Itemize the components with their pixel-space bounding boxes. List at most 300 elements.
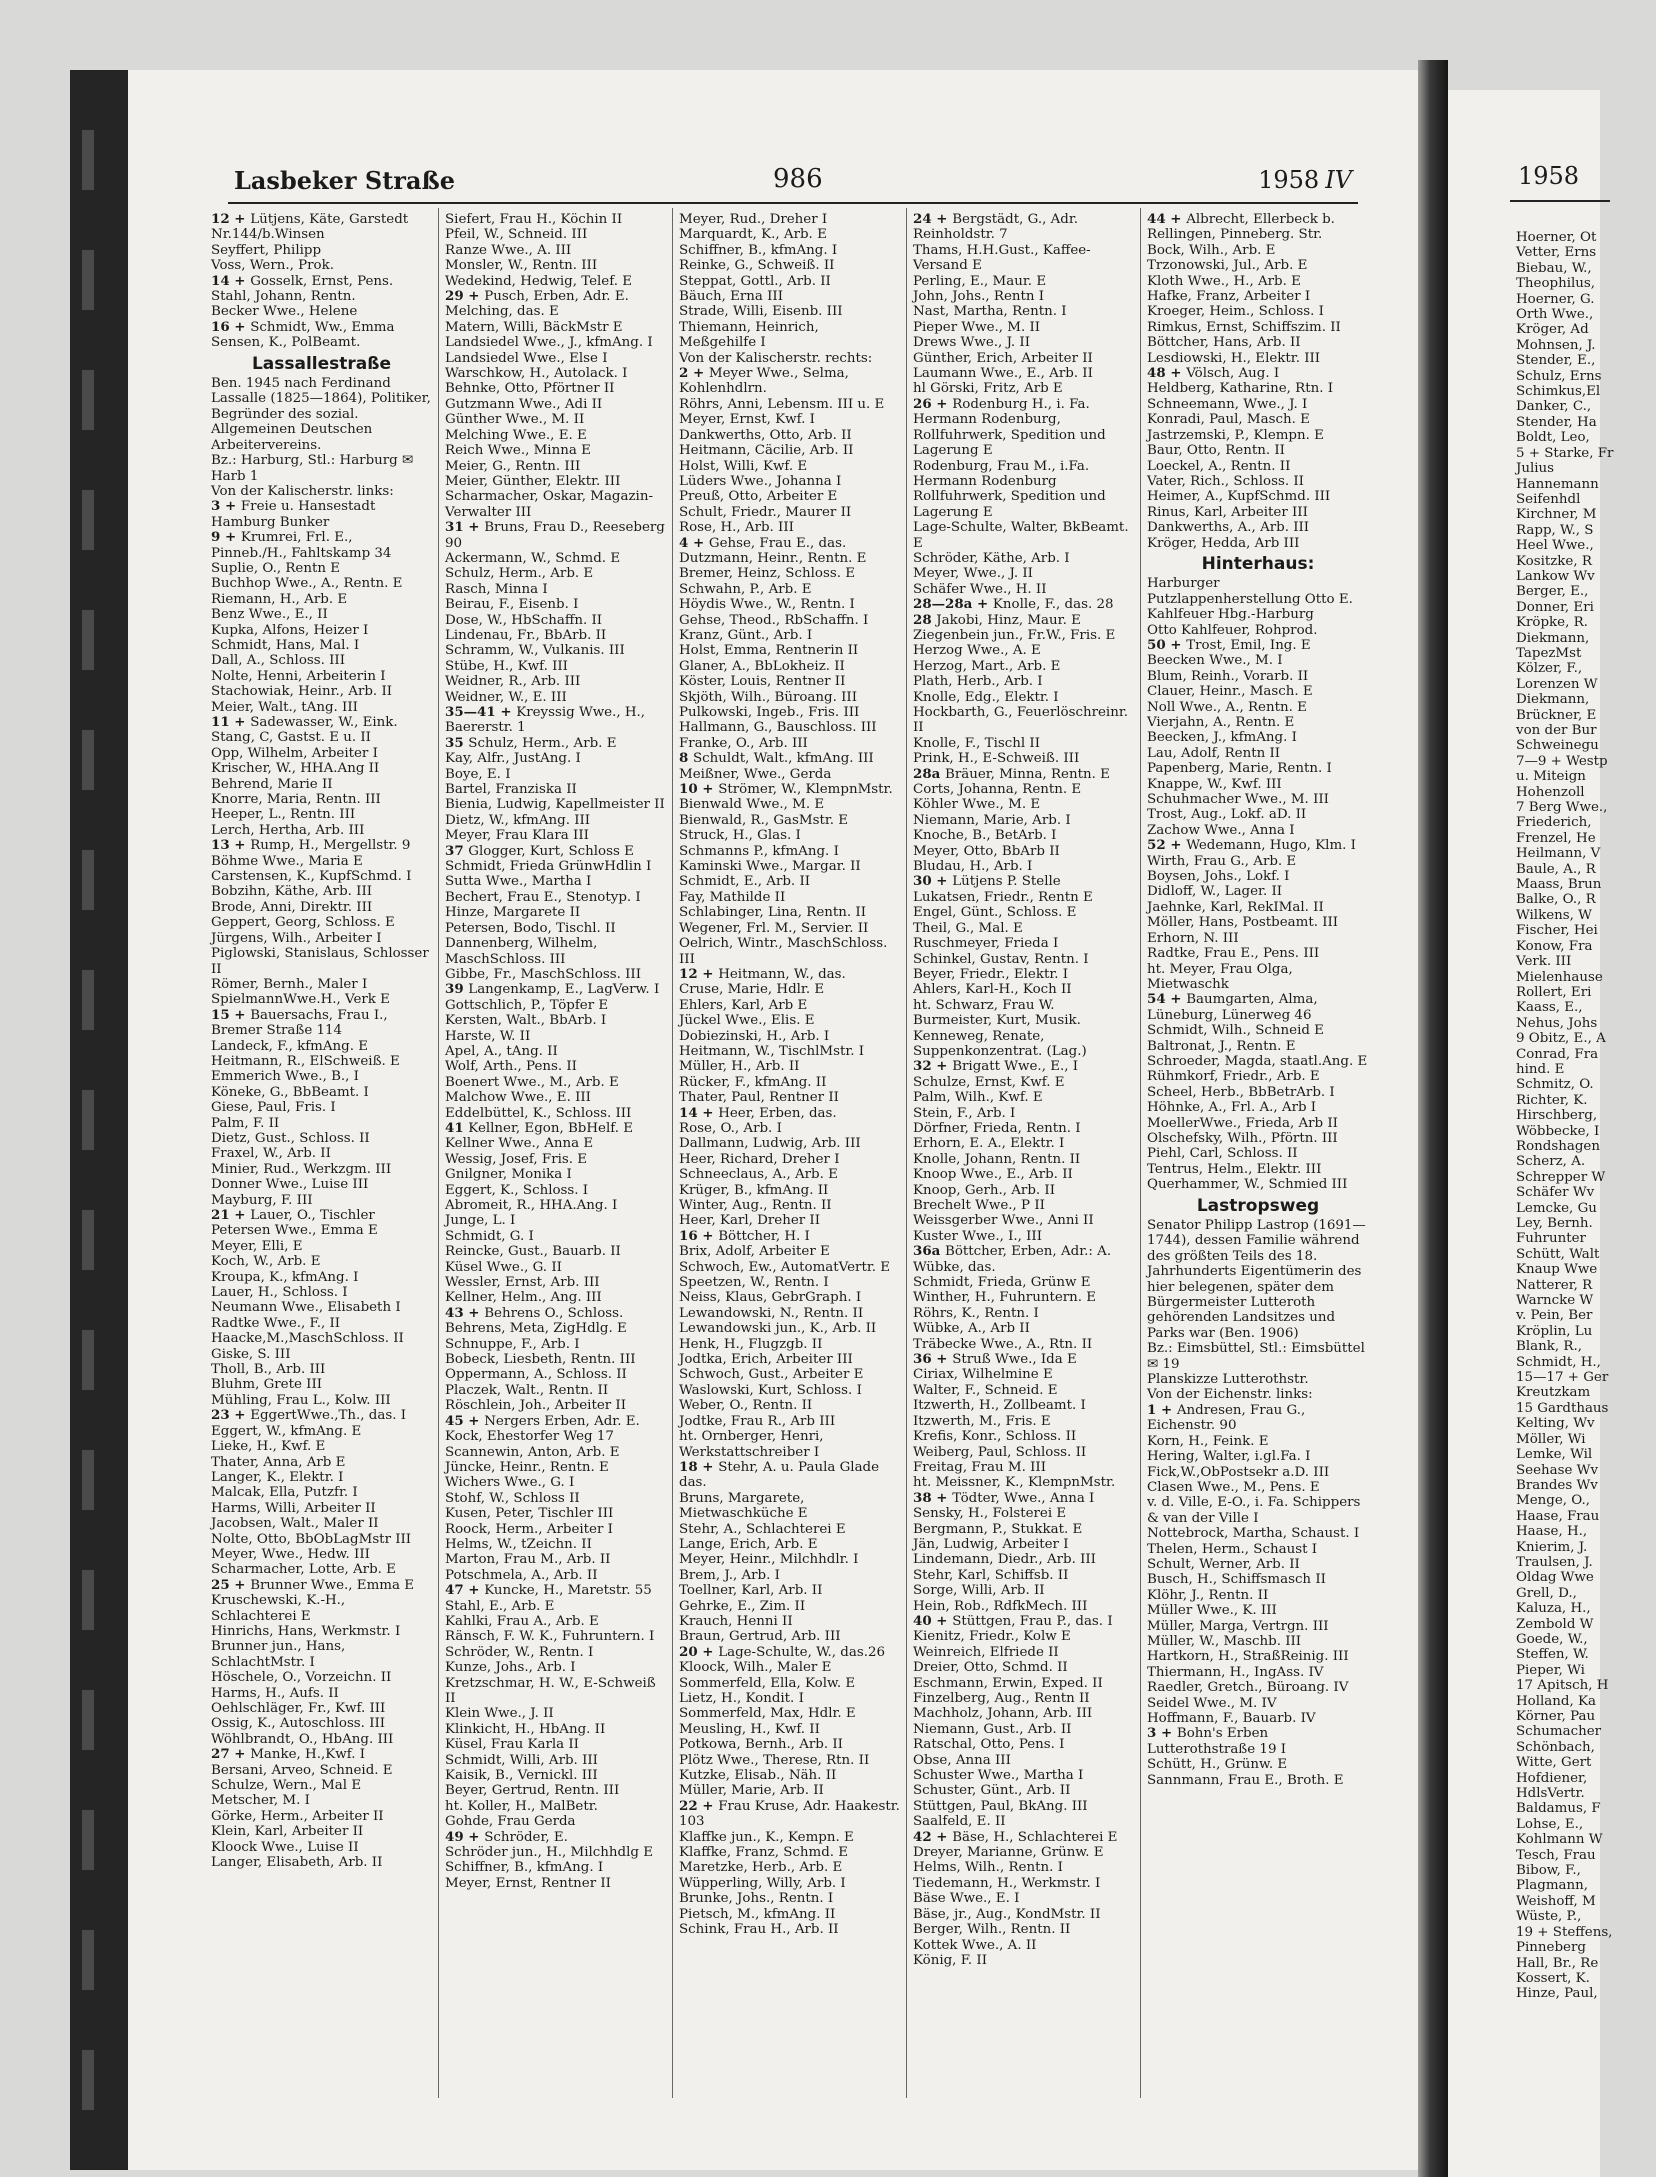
directory-entry bbox=[1147, 1619, 1369, 1634]
directory-entry bbox=[1147, 576, 1369, 622]
next-page-line: Hirschberg, bbox=[1516, 1108, 1598, 1124]
directory-entry bbox=[211, 653, 432, 668]
entry-text: Pusch, Erben, Adr. E. Melching, das. E bbox=[445, 289, 629, 320]
directory-entry bbox=[1147, 915, 1369, 930]
entry-text: Baltronat, J., Rentn. E bbox=[1147, 1038, 1296, 1054]
directory-entry bbox=[913, 1321, 1134, 1336]
directory-entry bbox=[913, 1491, 1134, 1506]
directory-entry bbox=[913, 628, 1134, 643]
next-page-line: Goede, W., bbox=[1516, 1631, 1588, 1647]
entry-text: Schiffner, B., kfmAng. I bbox=[445, 1860, 604, 1876]
entry-text: Bobzihn, Käthe, Arb. III bbox=[211, 884, 373, 900]
next-page-line: 7 Berg Wwe., bbox=[1516, 800, 1608, 816]
entry-text: Schlabinger, Lina, Rentn. II bbox=[679, 905, 867, 921]
directory-entry bbox=[211, 1424, 432, 1439]
house-number: 38 + bbox=[913, 1489, 953, 1506]
entry-text: Knolle, Edg., Elektr. I bbox=[913, 689, 1059, 705]
directory-entry bbox=[445, 767, 666, 782]
directory-entry bbox=[1147, 1177, 1369, 1192]
directory-entry bbox=[445, 274, 666, 289]
entry-text: Machholz, Johann, Arb. III bbox=[913, 1706, 1093, 1722]
entry-text: Preuß, Otto, Arbeiter E bbox=[679, 489, 838, 505]
directory-entry bbox=[1147, 1465, 1369, 1480]
directory-entry bbox=[211, 1547, 432, 1562]
directory-entry bbox=[679, 1383, 900, 1398]
entry-text: Meyer, Otto, BbArb II bbox=[913, 843, 1060, 859]
entry-text: Langenkamp, E., LagVerw. I bbox=[468, 982, 660, 998]
directory-entry bbox=[913, 1198, 1134, 1213]
directory-entry bbox=[445, 1753, 666, 1768]
directory-entry bbox=[445, 782, 666, 797]
entry-text: Heer, Erben, das. bbox=[718, 1105, 837, 1121]
entry-text: Erhorn, N. III bbox=[1147, 930, 1239, 946]
entry-text: Struß Wwe., Ida E bbox=[952, 1352, 1077, 1368]
entry-text: Lage-Schulte, Walter, BkBeamt. E bbox=[913, 520, 1129, 551]
directory-entry bbox=[445, 412, 666, 427]
entry-text: Sorge, Willi, Arb. II bbox=[913, 1583, 1045, 1599]
entry-text: Brode, Anni, Direktr. III bbox=[211, 899, 373, 915]
directory-entry bbox=[1147, 304, 1369, 319]
entry-text: Bock, Wilh., Arb. E bbox=[1147, 242, 1276, 258]
directory-entry bbox=[679, 1167, 900, 1182]
directory-entry bbox=[679, 289, 900, 304]
next-page-line: Lorenzen W bbox=[1516, 676, 1598, 692]
directory-entry bbox=[211, 1300, 432, 1315]
directory-entry bbox=[1147, 489, 1369, 504]
directory-entry bbox=[913, 304, 1134, 319]
entry-text: Riemann, H., Arb. E bbox=[211, 591, 348, 607]
directory-entry bbox=[445, 351, 666, 366]
entry-text: Köhler Wwe., M. E bbox=[913, 797, 1041, 813]
entry-text: Müller, Marie, Arb. II bbox=[679, 1783, 824, 1799]
directory-entry bbox=[913, 1475, 1134, 1490]
entry-text: Heldberg, Katharine, Rtn. I bbox=[1147, 381, 1334, 397]
next-page-line: Schmidt, H., bbox=[1516, 1354, 1601, 1370]
directory-entry bbox=[913, 1059, 1134, 1074]
directory-entry bbox=[679, 982, 900, 997]
entry-text: ht. Schwarz, Frau W. bbox=[913, 997, 1055, 1013]
directory-entry bbox=[679, 1136, 900, 1151]
entry-text: Schuster, Günt., Arb. II bbox=[913, 1783, 1071, 1799]
next-page-line: Baldamus, F bbox=[1516, 1801, 1601, 1817]
directory-entry bbox=[445, 551, 666, 566]
next-page-line: Kossert, K. bbox=[1516, 1970, 1590, 1986]
entry-text: Kahlki, Frau A., Arb. E bbox=[445, 1613, 599, 1629]
directory-entry bbox=[913, 751, 1134, 766]
entry-text: Lüders Wwe., Johanna I bbox=[679, 473, 842, 489]
house-number: 16 + bbox=[679, 1227, 719, 1244]
next-page-line: Mohnsen, J. bbox=[1516, 337, 1596, 353]
directory-entry bbox=[1147, 638, 1369, 653]
next-page-line: Richter, K. bbox=[1516, 1092, 1588, 1108]
entry-text: Harms, Willi, Arbeiter II bbox=[211, 1500, 376, 1516]
entry-text: Holst, Emma, Rentnerin II bbox=[679, 643, 859, 659]
directory-entry bbox=[913, 967, 1134, 982]
directory-entry bbox=[1147, 900, 1369, 915]
directory-entry bbox=[1147, 992, 1369, 1023]
entry-text: Rodenburg H., i. Fa. Hermann Rodenburg, Rollfuhrwerk, Spedition und Lagerung E bbox=[913, 396, 1106, 459]
directory-entry bbox=[913, 844, 1134, 859]
entry-text: Schmidt, Frieda, Grünw E bbox=[913, 1275, 1091, 1291]
entry-text: Reinke, G., Schweiß. II bbox=[679, 258, 835, 274]
entry-text: Gehrke, E., Zim. II bbox=[679, 1598, 806, 1614]
entry-text: Oelrich, Wintr., MaschSchloss. III bbox=[679, 936, 888, 967]
entry-text: Schwoch, Ew., AutomatVertr. E bbox=[679, 1259, 891, 1275]
entry-text: Scannewin, Anton, Arb. E bbox=[445, 1444, 620, 1460]
directory-entry bbox=[679, 428, 900, 443]
entry-text: Bäse Wwe., E. I bbox=[913, 1891, 1020, 1907]
directory-entry bbox=[913, 1306, 1134, 1321]
directory-entry bbox=[445, 1136, 666, 1151]
next-page-line: Kröpke, R. bbox=[1516, 615, 1588, 631]
directory-entry bbox=[913, 921, 1134, 936]
page-header bbox=[228, 162, 1358, 204]
entry-text: Köneke, G., BbBeamt. I bbox=[211, 1084, 369, 1100]
next-page-line: 9 Obitz, E., A bbox=[1516, 1031, 1606, 1047]
directory-entry bbox=[679, 1491, 900, 1522]
entry-text: Fraxel, W., Arb. II bbox=[211, 1146, 331, 1162]
directory-entry bbox=[913, 1660, 1134, 1675]
entry-text: Kroeger, Heim., Schloss. I bbox=[1147, 304, 1324, 320]
next-page-line: Verk. III bbox=[1516, 954, 1572, 970]
directory-entry bbox=[211, 1408, 432, 1423]
street-heading: Lastropsweg bbox=[1196, 1195, 1320, 1216]
directory-entry bbox=[1147, 366, 1369, 381]
directory-entry bbox=[913, 1383, 1134, 1398]
entry-text: Bräuer, Minna, Rentn. E bbox=[944, 766, 1110, 782]
entry-text: Lindemann, Diedr., Arb. III bbox=[913, 1552, 1096, 1568]
directory-entry bbox=[679, 921, 900, 936]
next-page-line: Hall, Br., Re bbox=[1516, 1955, 1599, 1971]
directory-entry bbox=[679, 797, 900, 812]
directory-entry bbox=[679, 1321, 900, 1336]
directory-entry bbox=[913, 1691, 1134, 1706]
next-page-line: Baule, A., R bbox=[1516, 861, 1596, 877]
entry-text: Brunner Wwe., Emma E bbox=[250, 1577, 414, 1593]
entry-text: Wessig, Josef, Fris. E bbox=[445, 1151, 588, 1167]
directory-entry bbox=[211, 1624, 432, 1639]
entry-text: Engel, Günt., Schloss. E bbox=[913, 905, 1077, 921]
entry-text: Didloff, W., Lager. II bbox=[1147, 884, 1283, 900]
directory-entry bbox=[1147, 1162, 1369, 1177]
entry-text: Dose, W., HbSchaffn. II bbox=[445, 612, 603, 628]
directory-entry bbox=[445, 705, 666, 736]
house-number: 21 + bbox=[211, 1207, 251, 1223]
directory-entry bbox=[913, 1737, 1134, 1752]
directory-entry bbox=[679, 674, 900, 689]
directory-entry bbox=[1147, 1526, 1369, 1541]
entry-text: Jodtka, Erich, Arbeiter III bbox=[679, 1352, 853, 1368]
entry-text: Herzog, Mart., Arb. E bbox=[913, 658, 1061, 674]
directory-entry bbox=[913, 243, 1134, 274]
entry-text: Roock, Herm., Arbeiter I bbox=[445, 1521, 613, 1537]
entry-text: Nolte, Otto, BbObLagMstr III bbox=[211, 1531, 412, 1547]
entry-text: Bienia, Ludwig, Kapellmeister II bbox=[445, 797, 665, 813]
entry-text: Gehse, Frau E., das. bbox=[708, 535, 847, 551]
entry-text: Neumann Wwe., Elisabeth I bbox=[211, 1300, 401, 1316]
entry-text: Schuldt, Walt., kfmAng. III bbox=[692, 751, 874, 767]
directory-entry bbox=[445, 1167, 666, 1182]
entry-text: Möller, Hans, Postbeamt. III bbox=[1147, 915, 1339, 931]
entry-text: Ehlers, Karl, Arb E bbox=[679, 997, 808, 1013]
directory-entry bbox=[1147, 1557, 1369, 1572]
directory-entry bbox=[445, 243, 666, 258]
directory-entry bbox=[679, 1106, 900, 1121]
directory-entry bbox=[445, 335, 666, 350]
entry-text: Strade, Willi, Eisenb. III bbox=[679, 304, 843, 320]
entry-text: Pieper Wwe., M. II bbox=[913, 319, 1041, 335]
directory-entry bbox=[445, 1491, 666, 1506]
directory-entry bbox=[913, 1460, 1134, 1475]
next-page-line: Holland, Ka bbox=[1516, 1693, 1596, 1709]
entry-text: Bäuch, Erna III bbox=[679, 289, 783, 305]
directory-entry bbox=[913, 320, 1134, 335]
directory-entry bbox=[913, 1583, 1134, 1598]
house-number: 52 + bbox=[1147, 837, 1187, 854]
directory-entry bbox=[1147, 258, 1369, 273]
next-page-line: hind. E bbox=[1516, 1061, 1565, 1077]
directory-entry bbox=[679, 459, 900, 474]
directory-entry bbox=[913, 1029, 1134, 1060]
directory-entry bbox=[445, 489, 666, 520]
entry-text: Bartel, Franziska II bbox=[445, 782, 577, 798]
entry-text: Schuster Wwe., Martha I bbox=[913, 1768, 1084, 1784]
house-number: 16 + bbox=[211, 318, 251, 335]
next-page-line: Pinneberg bbox=[1516, 1940, 1586, 1956]
directory-entry bbox=[445, 828, 666, 843]
entry-text: Warschkow, H., Autolack. I bbox=[445, 366, 628, 382]
directory-entry bbox=[1147, 1711, 1369, 1726]
directory-entry bbox=[211, 1146, 432, 1161]
entry-text: Palm, Wilh., Kwf. E bbox=[913, 1090, 1043, 1106]
entry-text: Malchow Wwe., E. III bbox=[445, 1090, 591, 1106]
next-page-line: Steffen, W. bbox=[1516, 1647, 1589, 1663]
directory-entry bbox=[679, 1337, 900, 1352]
directory-entry bbox=[913, 936, 1134, 951]
house-number: 20 + bbox=[679, 1643, 719, 1660]
directory-entry bbox=[445, 1445, 666, 1460]
entry-text: Heitmann, Cäcilie, Arb. II bbox=[679, 443, 854, 459]
entry-text: Stahl, Johann, Rentn. bbox=[211, 289, 356, 305]
directory-entry bbox=[445, 1537, 666, 1552]
entry-text: Scharmacher, Lotte, Arb. E bbox=[211, 1562, 396, 1578]
entry-text: Gosselk, Ernst, Pens. bbox=[250, 273, 394, 289]
entry-text: Kutzke, Elisab., Näh. II bbox=[679, 1768, 837, 1784]
directory-entry bbox=[211, 684, 432, 699]
directory-entry bbox=[211, 1562, 432, 1577]
entry-text: Potkowa, Bernh., Arb. II bbox=[679, 1737, 843, 1753]
directory-entry bbox=[445, 1460, 666, 1475]
directory-entry bbox=[1147, 931, 1369, 946]
entry-text: Klaffke jun., K., Kempn. E bbox=[679, 1829, 854, 1845]
entry-text: Hein, Rob., RdfkMech. III bbox=[913, 1598, 1088, 1614]
entry-text: Ahlers, Karl-H., Koch II bbox=[913, 982, 1072, 998]
directory-entry bbox=[445, 1090, 666, 1105]
entry-text: SpielmannWwe.H., Verk E bbox=[211, 992, 390, 1008]
next-page-line: Kelting, Wv bbox=[1516, 1416, 1595, 1432]
entry-text: Kusen, Peter, Tischler III bbox=[445, 1506, 614, 1522]
next-page-line: Wöbbecke, I bbox=[1516, 1123, 1600, 1139]
entry-text: Meyer, Frau Klara III bbox=[445, 828, 589, 844]
house-number: 11 + bbox=[211, 714, 251, 730]
entry-text: Jodtke, Frau R., Arb III bbox=[679, 1413, 836, 1429]
next-page-line: Lemcke, Gu bbox=[1516, 1200, 1597, 1216]
house-number: 8 bbox=[679, 750, 693, 767]
house-number: 32 + bbox=[913, 1058, 953, 1075]
entry-text: Schulze, Wern., Mal E bbox=[211, 1778, 362, 1794]
entry-text: ht. Koller, H., MalBetr. bbox=[445, 1798, 598, 1814]
entry-text: Weissgerber Wwe., Anni II bbox=[913, 1213, 1094, 1229]
directory-entry bbox=[913, 1090, 1134, 1105]
page-edge bbox=[70, 70, 128, 2170]
directory-entry bbox=[913, 1121, 1134, 1136]
next-page-line: Schimkus,El bbox=[1516, 384, 1601, 400]
entry-text: Schneeclaus, A., Arb. E bbox=[679, 1167, 838, 1183]
entry-text: Brigatt Wwe., E., I bbox=[952, 1059, 1079, 1075]
directory-entry bbox=[679, 1691, 900, 1706]
directory-entry bbox=[445, 1213, 666, 1228]
entry-text: Rodenburg, Frau M., i.Fa. Hermann Rodenburg Rollfuhrwerk, Spedition und Lagerung E bbox=[913, 458, 1106, 520]
next-page-line: Schweinegu bbox=[1516, 738, 1599, 754]
entry-text: Meier, Günther, Elektr. III bbox=[445, 473, 621, 489]
directory-entry bbox=[679, 551, 900, 566]
entry-text: Harburger Putzlappenherstellung Otto E. Kahlfeuer Hbg.-Harburg bbox=[1147, 576, 1353, 623]
entry-text: Brechelt Wwe., P II bbox=[913, 1198, 1045, 1213]
entry-text: Klein Wwe., J. II bbox=[445, 1706, 554, 1722]
entry-text: Apel, A., tAng. II bbox=[445, 1043, 558, 1059]
entry-text: Neiss, Klaus, GebrGraph. I bbox=[679, 1290, 862, 1306]
entry-text: Opp, Wilhelm, Arbeiter I bbox=[211, 745, 378, 761]
directory-entry bbox=[445, 1845, 666, 1860]
entry-text: Krauch, Henni II bbox=[679, 1613, 793, 1629]
directory-entry bbox=[445, 289, 666, 320]
entry-text: Schäfer Wwe., H. II bbox=[913, 581, 1047, 597]
entry-text: Knolle, F., das. 28 bbox=[992, 597, 1114, 613]
directory-entry bbox=[679, 1152, 900, 1167]
next-page-line: Lemke, Wil bbox=[1516, 1447, 1593, 1463]
entry-text: Trzonowski, Jul., Arb. E bbox=[1147, 258, 1308, 274]
entry-text: Rose, H., Arb. III bbox=[679, 520, 794, 536]
directory-entry bbox=[1147, 459, 1369, 474]
next-page-line: Frenzel, He bbox=[1516, 830, 1596, 846]
entry-text: Stübe, H., Kwf. III bbox=[445, 658, 568, 674]
entry-text: Jacobsen, Walt., Maler II bbox=[211, 1516, 379, 1532]
directory-entry bbox=[913, 1275, 1134, 1290]
entry-text: Röhrs, K., Rentn. I bbox=[913, 1305, 1039, 1321]
entry-text: Seidel Wwe., M. IV bbox=[1147, 1695, 1277, 1711]
directory-entry bbox=[679, 1845, 900, 1860]
house-number: 49 + bbox=[445, 1828, 485, 1845]
directory-entry bbox=[913, 767, 1134, 782]
directory-entry bbox=[679, 1260, 900, 1275]
entry-text: Schnuppe, F., Arb. I bbox=[445, 1336, 580, 1352]
directory-entry bbox=[445, 258, 666, 273]
entry-text: Beyer, Gertrud, Rentn. III bbox=[445, 1783, 620, 1799]
entry-text: Müller, H., Arb. II bbox=[679, 1059, 800, 1075]
entry-text: Lindenau, Fr., BbArb. II bbox=[445, 627, 607, 643]
entry-text: Benz Wwe., E., II bbox=[211, 607, 328, 623]
directory-entry bbox=[211, 1501, 432, 1516]
directory-entry bbox=[679, 1398, 900, 1413]
directory-entry bbox=[211, 530, 432, 561]
entry-text: Knolle, Johann, Rentn. II bbox=[913, 1151, 1081, 1167]
entry-text: Kuncke, H., Maretstr. 55 bbox=[484, 1583, 652, 1599]
entry-text: Lage-Schulte, W., das.26 bbox=[718, 1644, 886, 1660]
next-page-line: Seifenhdl bbox=[1516, 491, 1581, 507]
directory-entry bbox=[679, 1275, 900, 1290]
entry-text: Kruschewski, K.-H., Schlachterei E bbox=[211, 1593, 346, 1624]
entry-text: Küsel, Frau Karla II bbox=[445, 1737, 579, 1753]
next-page-year: 1958 bbox=[1518, 162, 1580, 190]
entry-text: Dannenberg, Wilhelm, MaschSchloss. III bbox=[445, 936, 598, 967]
entry-text: Sensen, K., PolBeamt. bbox=[211, 335, 361, 351]
entry-text: Meyer, Ernst, Rentner II bbox=[445, 1875, 611, 1891]
entry-text: Heitmann, W., das. bbox=[718, 966, 846, 982]
next-page-line: Kaass, E., bbox=[1516, 1000, 1583, 1016]
entry-text: Buchhop Wwe., A., Rentn. E bbox=[211, 576, 403, 592]
entry-text: Emmerich Wwe., B., I bbox=[211, 1069, 359, 1085]
next-page-line: 15 Gardthaus bbox=[1516, 1400, 1609, 1416]
entry-text: Mühling, Frau L., Kolw. III bbox=[211, 1392, 391, 1408]
entry-text: Heer, Karl, Dreher II bbox=[679, 1213, 820, 1229]
house-number: 37 bbox=[445, 842, 469, 859]
next-page-line: Stender, E., bbox=[1516, 353, 1596, 369]
directory-entry bbox=[1147, 807, 1369, 822]
next-page-line: Vetter, Erns bbox=[1516, 245, 1597, 261]
directory-entry bbox=[679, 1290, 900, 1305]
entry-text: Bz.: Eimsbüttel, Stl.: Eimsbüttel ✉ 19 bbox=[1147, 1341, 1365, 1372]
entry-text: Dall, A., Schloss. III bbox=[211, 653, 346, 669]
entry-text: ht. Meissner, K., KlempnMstr. bbox=[913, 1475, 1116, 1491]
directory-entry bbox=[679, 520, 900, 535]
entry-text: Lietz, H., Kondit. I bbox=[679, 1691, 804, 1706]
directory-entry bbox=[913, 813, 1134, 828]
entry-text: Cruse, Marie, Hdlr. E bbox=[679, 982, 825, 998]
directory-entry bbox=[1147, 623, 1369, 638]
entry-text: Wedemann, Hugo, Klm. I bbox=[1186, 838, 1356, 854]
next-page-line: 19 + Steffens, bbox=[1516, 1924, 1613, 1940]
directory-entry bbox=[1147, 1131, 1369, 1146]
entry-text: Bobeck, Liesbeth, Rentn. III bbox=[445, 1352, 636, 1368]
directory-entry bbox=[1147, 700, 1369, 715]
directory-entry bbox=[913, 566, 1134, 581]
entry-text: Ränsch, F. W. K., Fuhruntern. I bbox=[445, 1629, 655, 1645]
directory-entry bbox=[913, 1830, 1134, 1845]
entry-text: Rühmkorf, Friedr., Arb. E bbox=[1147, 1069, 1320, 1085]
entry-text: Noll Wwe., A., Rentn. E bbox=[1147, 699, 1307, 715]
entry-text: Monsler, W., Rentn. III bbox=[445, 258, 598, 274]
next-page-line: Conrad, Fra bbox=[1516, 1046, 1599, 1062]
entry-text: Hering, Walter, i.gl.Fa. I bbox=[1147, 1449, 1311, 1465]
entry-text: Beecken, J., kfmAng. I bbox=[1147, 730, 1297, 746]
entry-text: Laumann Wwe., E., Arb. II bbox=[913, 366, 1093, 382]
entry-text: Hafke, Franz, Arbeiter I bbox=[1147, 289, 1311, 305]
directory-entry bbox=[913, 1599, 1134, 1614]
directory-entry bbox=[913, 1537, 1134, 1552]
directory-entry bbox=[1147, 443, 1369, 458]
directory-entry bbox=[679, 274, 900, 289]
next-page-line: Bibow, F., bbox=[1516, 1863, 1581, 1879]
directory-entry bbox=[913, 274, 1134, 289]
entry-text: Tödter, Wwe., Anna I bbox=[952, 1490, 1095, 1506]
entry-text: Sutta Wwe., Martha I bbox=[445, 874, 592, 890]
directory-entry bbox=[211, 289, 432, 304]
next-page-line: Seehase Wv bbox=[1516, 1462, 1599, 1478]
directory-columns bbox=[205, 208, 1375, 2098]
directory-entry bbox=[211, 854, 432, 869]
entry-text: Dobiezinski, H., Arb. I bbox=[679, 1028, 830, 1044]
directory-column bbox=[1141, 208, 1375, 2098]
